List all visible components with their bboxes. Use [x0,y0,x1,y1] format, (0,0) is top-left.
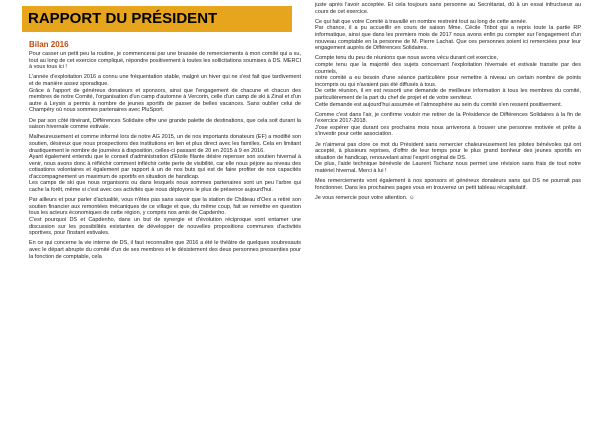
paragraph: Mes remerciements vont également à nos sponsors et généreux donateurs sans qui DS ne pourrait pas fonctionner. Dans les prochaines pages vous en trouverez un petit tableau récapitulatif. [315,178,581,191]
paragraph: Comme c'est dans l'air, je confirme vouloir me retirer de la Présidence de Différences Solidaires à la fin de l'exercice 2017-2018. J'ose espérer que durant ces prochains mois nous arriverons à trouver une personne motivée et prête à s'investir pour cette association. [315,111,581,138]
report-title: RAPPORT DU PRÉSIDENT [22,6,292,32]
left-text-column [29,51,301,264]
paragraph: Par ailleurs et pour parler d'actualité, vous n'êtes pas sans savoir que la station de Château d'Oex a retiré son soutien financier aux remontées mécaniques de ce village et que, du même coup, fait se remettre en question tous les acteurs économiques de cette région, y compris nos amis de Capdenho. C'est pourquoi DS et Capdenho, dans un but de synergie et d'évolution réciproque vont entamer une discussion sur les possibilités existantes de développer de nouvelles propositions communes d'activités sportives, pour l'instant estivales. [29,197,301,237]
section-subtitle: Bilan 2016 [29,40,69,49]
paragraph: Je n'aimerai pas clore ce mot du Président sans remercier chaleureusement les pilotes bénévoles qui ont accepté, à plusieurs reprises, d'offrir de leur temps pour le plus grand bonheur des jeunes sportifs en situation de handicap, renouvelant ainsi l'esprit original de DS. De plus, l'aide technique bénévole de Laurent Tschanz nous permet une révision sans frais de tout notre matériel hivernal. Merci à lui ! [315,141,581,175]
paragraph: Je vous remercie pour votre attention. ☺ [315,195,415,201]
paragraph: En ce qui concerne la vie interne de DS, il faut reconnaître que 2016 a été le théâtre de quelques soubresauts avec le départ abrupte du comité d'un de ses membres et le désistement des deux personnes pressenties pour la fonction de comptable, cela [29,240,301,260]
paragraph: De par son côté itinérant, Différences Solidaire offre une grande palette de destinations, que cela soit durant la saison hivernale comme estivale. [29,117,301,131]
paragraph: Ce qui fait que votre Comité à travaillé en nombre restreint tout au long de cette année. Par chance, il a pu accueillir en cours de saison Mme. Cécile Tribot qui a repris toute la partie RP informatique, ainsi que dans les premiers mois de 2017 nous avons enfin pu compter sur l'engagement d'un nouveau comptable en la personne de M. Pierre Lachat. Que ces personnes soient ici remerciées pour leur engagement auprès de Différences Solidaires. [315,18,581,52]
paragraph: Compte tenu du peu de réunions que nous avons vécu durant cet exercice, compte tenu que la majorité des sujets concernant l'exploitation hivernale et estivale transite par des courriels, notre comité a eu besoin d'une séance particulière pour remettre à niveau un certain nombre de points incompris ou qui n'avaient pas été diffusés à tous. De cette réunion, il en est ressorti une demande de meilleure information à tous les membres du comité, particulièrement de la part du chef de projet et de votre serviteur. Cette demande est aujourd'hui assumée et l'atmosphère au sein du comité s'en ressent positivement. [315,55,581,108]
paragraph: L'année d'exploitation 2016 a connu une fréquentation stable, malgré un hiver qui ne s'est fait que tardivement et de manière assez sporadique. Grâce à l'apport de généreux donateurs et sponsors, ainsi que l'engagement de chacune et chacun des membres de notre Comité, l'organisation d'un camp d'automne à Vercorin, celle d'un camp de ski à Zinal et d'un autre à Leysin a permis à nombre de jeunes sportifs de passer de belles vacances. Sans oublier celui de Champéry où nous sommes partenaires avec PluSport. [29,74,301,114]
paragraph: Malheureusement et comme informé lors de notre AG 2015, un de nos importants donateurs (EF) a modifié son soutien, désireux que nous prospections des institutions en lien et plus direct avec les familles. Cela en limitant drastiquement le nombre de journées à disposition, celles-ci passant de 20 en 2015 à 9 en 2016. Ayant également entendu que le conseil d'administration d'Etoile filante désire repenser son soutien hivernal à venir, nous avons donc à réfléchir comment infléchir cette perte de visibilité, car elle nous péjore au niveau des cotisations volontaires et également par rapport à un de nos buts qui est de faire profiter de nos capacités d'accompagnement un maximum de sportifs en situation de handicap. Les camps de ski que nous organisons ou dans lesquels nous sommes partenaires sont un peu l'arbre qui cache la forêt, même si c'est avec ces activités que nous déployons le plus de présence aujourd'hui. [29,134,301,194]
paragraph: Pour casser un petit peu la routine, je commencerai par une brassée de remerciements à mon comité qui a su, tout au long de cet exercice compliqué, répondre positivement à toutes les sollicitations soumises à DS. MERCI à vous tous ici ! [29,51,301,71]
right-text-column [315,2,581,205]
paragraph: juste après l'avoir acceptée. Et cela toujours sans personne au Secrétariat, dû à un essai infructueux au cours de cet exercice. [315,2,581,15]
